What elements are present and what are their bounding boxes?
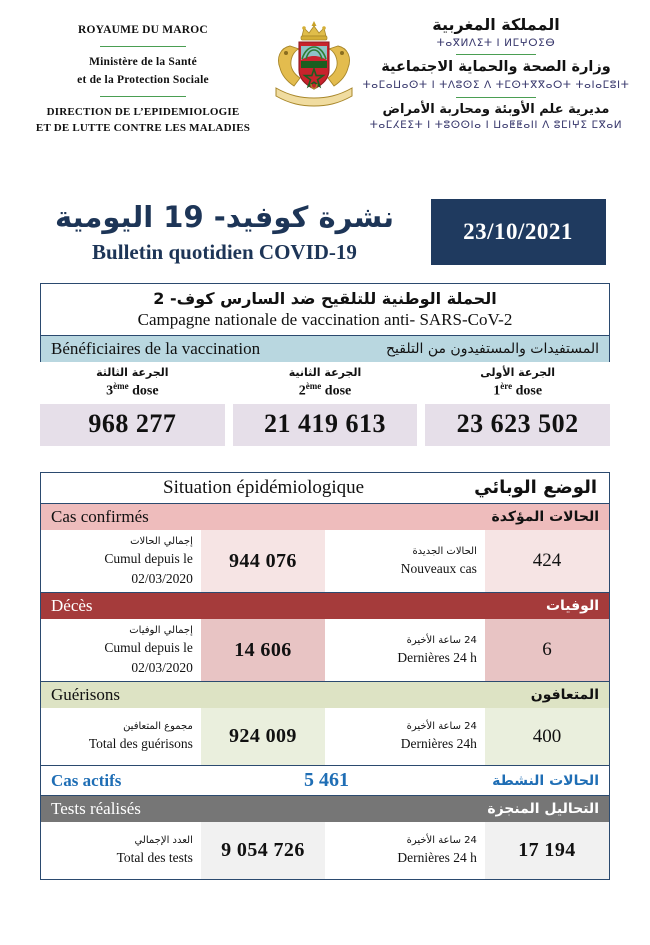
beneficiaries-label-arabic: المستفيدات والمستفيدون من التلقيح <box>386 341 599 357</box>
dose-word: dose <box>132 383 159 399</box>
dose-value-first: 23 623 502 <box>425 404 610 446</box>
dose-column-third <box>40 366 225 446</box>
section-band-recoveries <box>40 682 610 708</box>
deaths-daily-label-arabic: 24 ساعة الأخيرة <box>406 634 477 646</box>
country-name-fr: ROYAUME DU MAROC <box>78 24 208 36</box>
deaths-cumul-value-cell <box>201 619 325 681</box>
tests-daily-value: 17 194 <box>518 839 576 862</box>
bulletin-title-block <box>0 175 650 283</box>
vaccination-campaign-header <box>41 284 609 336</box>
ministry-name-fr-line1: Ministère de la Santé <box>89 56 197 69</box>
morocco-coat-of-arms-icon <box>268 16 360 116</box>
tests-total-value-cell <box>201 822 325 879</box>
header-divider-1 <box>100 46 186 47</box>
tests-total-label-french: Total des tests <box>116 850 193 866</box>
directorate-fr-line2: ET DE LUTTE CONTRE LES MALADIES <box>35 122 251 135</box>
section-band-deaths <box>40 593 610 619</box>
active-cases-label-french: Cas actifs <box>51 770 122 790</box>
confirmed-cumul-value-cell <box>201 530 325 592</box>
recoveries-total-value-cell <box>201 708 325 765</box>
tests-daily-value-cell <box>485 822 609 879</box>
tests-total-label-arabic: العدد الإجمالي <box>134 835 193 847</box>
ministry-name-tifinagh: ⵜⴰⵎⴰⵡⴰⵙⵜ ⵏ ⵜⴷⵓⵙⵉ ⴷ ⵜⵎⵙⵜⴳⴳⴰⵔⵜ ⵜⴰⵏⴰⵎⵓⵏⵜ <box>362 78 630 91</box>
confirmed-label-french: Cas confirmés <box>51 506 149 526</box>
header-divider-2 <box>100 96 186 97</box>
dose-label-arabic: الجرعة الثالثة <box>96 366 169 379</box>
deaths-label-arabic: الوفيات <box>545 598 599 615</box>
recoveries-total-label-arabic: مجموع المتعافين <box>123 721 193 733</box>
dose-label-arabic: الجرعة الأولى <box>480 366 556 379</box>
confirmed-label-arabic: الحالات المؤكدة <box>491 508 599 525</box>
table-row-deaths <box>40 619 610 682</box>
deaths-cumul-value: 14 606 <box>234 638 292 661</box>
deaths-cumul-label-arabic: إجمالي الوفيات <box>129 625 193 637</box>
section-band-confirmed-cases <box>40 504 610 530</box>
dose-column-first <box>425 366 610 446</box>
table-row-recoveries <box>40 708 610 766</box>
active-cases-label-arabic: الحالات النشطة <box>492 772 599 789</box>
dose-value-second: 21 419 613 <box>233 404 418 446</box>
confirmed-daily-label-arabic: الحالات الجديدة <box>412 545 477 557</box>
dose-value-third: 968 277 <box>40 404 225 446</box>
recoveries-total-label-french: Total des guérisons <box>88 736 193 752</box>
letterhead-french-block <box>18 12 268 137</box>
recoveries-daily-value-cell <box>485 708 609 765</box>
dose-column-second <box>233 366 418 446</box>
tests-total-label <box>41 822 201 879</box>
recoveries-daily-label-arabic: 24 ساعة الأخيرة <box>406 721 477 733</box>
situation-title-arabic: الوضع الوبائي <box>474 477 597 499</box>
deaths-cumul-label <box>41 619 201 681</box>
vaccination-dose-grid <box>40 362 610 446</box>
country-name-tifinagh: ⵜⴰⴳⵍⴷⵉⵜ ⵏ ⵍⵎⵖⵔⵉⴱ <box>436 36 556 49</box>
dose-ordinal-suffix: ère <box>500 381 513 392</box>
confirmed-daily-value-cell <box>485 530 609 592</box>
ministry-name-ar: وزارة الصحة والحماية الاجتماعية <box>381 59 611 76</box>
tests-daily-label-french: Dernières 24 h <box>397 850 477 866</box>
header-divider-ar-2 <box>456 97 536 98</box>
tests-daily-label-arabic: 24 ساعة الأخيرة <box>406 835 477 847</box>
tests-label-arabic: التحاليل المنجزة <box>487 801 599 818</box>
recoveries-total-label <box>41 708 201 765</box>
directorate-tifinagh: ⵜⴰⵎⵃⴹⵉⵜ ⵏ ⵜⵓⵙⵙⵏⴰ ⵏ ⵡⴰⵟⵟⴰⵏⵏ ⴷ ⵓⵎⵏⵖⵉ ⵎⴳⴰⵍ <box>369 119 623 132</box>
directorate-fr-line1: DIRECTION DE L’EPIDEMIOLOGIE <box>46 105 240 118</box>
table-row-tests <box>40 822 610 880</box>
deaths-cumul-start-date: 02/03/2020 <box>131 659 193 675</box>
deaths-daily-label-french: Dernières 24 h <box>397 649 477 665</box>
dose-number: 2 <box>298 383 306 399</box>
recoveries-daily-value: 400 <box>532 725 562 747</box>
dose-number: 3 <box>106 383 114 399</box>
situation-header <box>40 472 610 504</box>
ministry-name-fr-line2: et de la Protection Sociale <box>77 73 209 86</box>
bulletin-title-arabic: نشرة كوفيد- 19 اليومية <box>54 200 395 235</box>
letterhead <box>0 0 650 175</box>
dose-word: dose <box>324 383 352 399</box>
dose-number: 1 <box>493 383 501 399</box>
confirmed-cumul-label-arabic: إجمالي الحالات <box>130 535 193 547</box>
recoveries-label-arabic: المتعافون <box>530 687 599 704</box>
confirmed-daily-label <box>325 530 485 592</box>
vaccination-beneficiaries-band <box>41 336 609 362</box>
confirmed-daily-value: 424 <box>532 550 562 572</box>
tests-label-french: Tests réalisés <box>51 799 141 819</box>
deaths-daily-value: 6 <box>542 639 552 661</box>
bulletin-title-texts <box>45 199 405 264</box>
recoveries-total-value: 924 009 <box>229 725 297 748</box>
section-band-tests <box>40 796 610 822</box>
dose-label-french <box>299 381 351 400</box>
vaccination-header-arabic: الحملة الوطنية للتلقيح ضد السارس كوف- 2 <box>153 289 497 308</box>
bulletin-title-french: Bulletin quotidien COVID-19 <box>92 239 357 264</box>
header-divider-ar-1 <box>456 54 536 55</box>
deaths-cumul-label-french: Cumul depuis le <box>104 640 193 656</box>
recoveries-daily-label <box>325 708 485 765</box>
confirmed-cumul-start-date: 02/03/2020 <box>131 570 193 586</box>
dose-label-french <box>493 381 542 400</box>
active-cases-value: 5 461 <box>303 769 349 792</box>
confirmed-cumul-label <box>41 530 201 592</box>
tests-total-value: 9 054 726 <box>221 839 305 862</box>
table-row-active-cases <box>40 766 610 796</box>
deaths-daily-label <box>325 619 485 681</box>
deaths-label-french: Décès <box>51 596 93 616</box>
bulletin-date-badge: 23/10/2021 <box>431 199 606 265</box>
vaccination-panel <box>40 283 610 362</box>
deaths-daily-value-cell <box>485 619 609 681</box>
dose-label-french <box>106 381 158 400</box>
epidemiological-situation-table <box>40 472 610 880</box>
vaccination-header-french: Campagne nationale de vaccination anti- SARS-CoV-2 <box>137 310 513 329</box>
letterhead-arabic-block <box>360 12 632 134</box>
table-row-confirmed-cases <box>40 530 610 593</box>
recoveries-daily-label-french: Dernières 24h <box>400 736 477 752</box>
confirmed-cumul-value: 944 076 <box>229 549 297 572</box>
situation-title-french: Situation épidémiologique <box>163 476 365 498</box>
confirmed-cumul-label-french: Cumul depuis le <box>104 550 193 566</box>
tests-daily-label <box>325 822 485 879</box>
dose-ordinal-suffix: ème <box>113 381 129 392</box>
beneficiaries-label-french: Bénéficiaires de la vaccination <box>51 339 261 358</box>
directorate-ar: مديرية علم الأوبئة ومحاربة الأمراض <box>382 101 610 117</box>
recoveries-label-french: Guérisons <box>51 685 120 705</box>
dose-ordinal-suffix: ème <box>305 381 322 392</box>
dose-label-arabic: الجرعة الثانية <box>288 366 362 379</box>
dose-word: dose <box>515 383 543 399</box>
country-name-ar: المملكة المغربية <box>432 15 560 34</box>
confirmed-daily-label-french: Nouveaux cas <box>400 560 477 576</box>
